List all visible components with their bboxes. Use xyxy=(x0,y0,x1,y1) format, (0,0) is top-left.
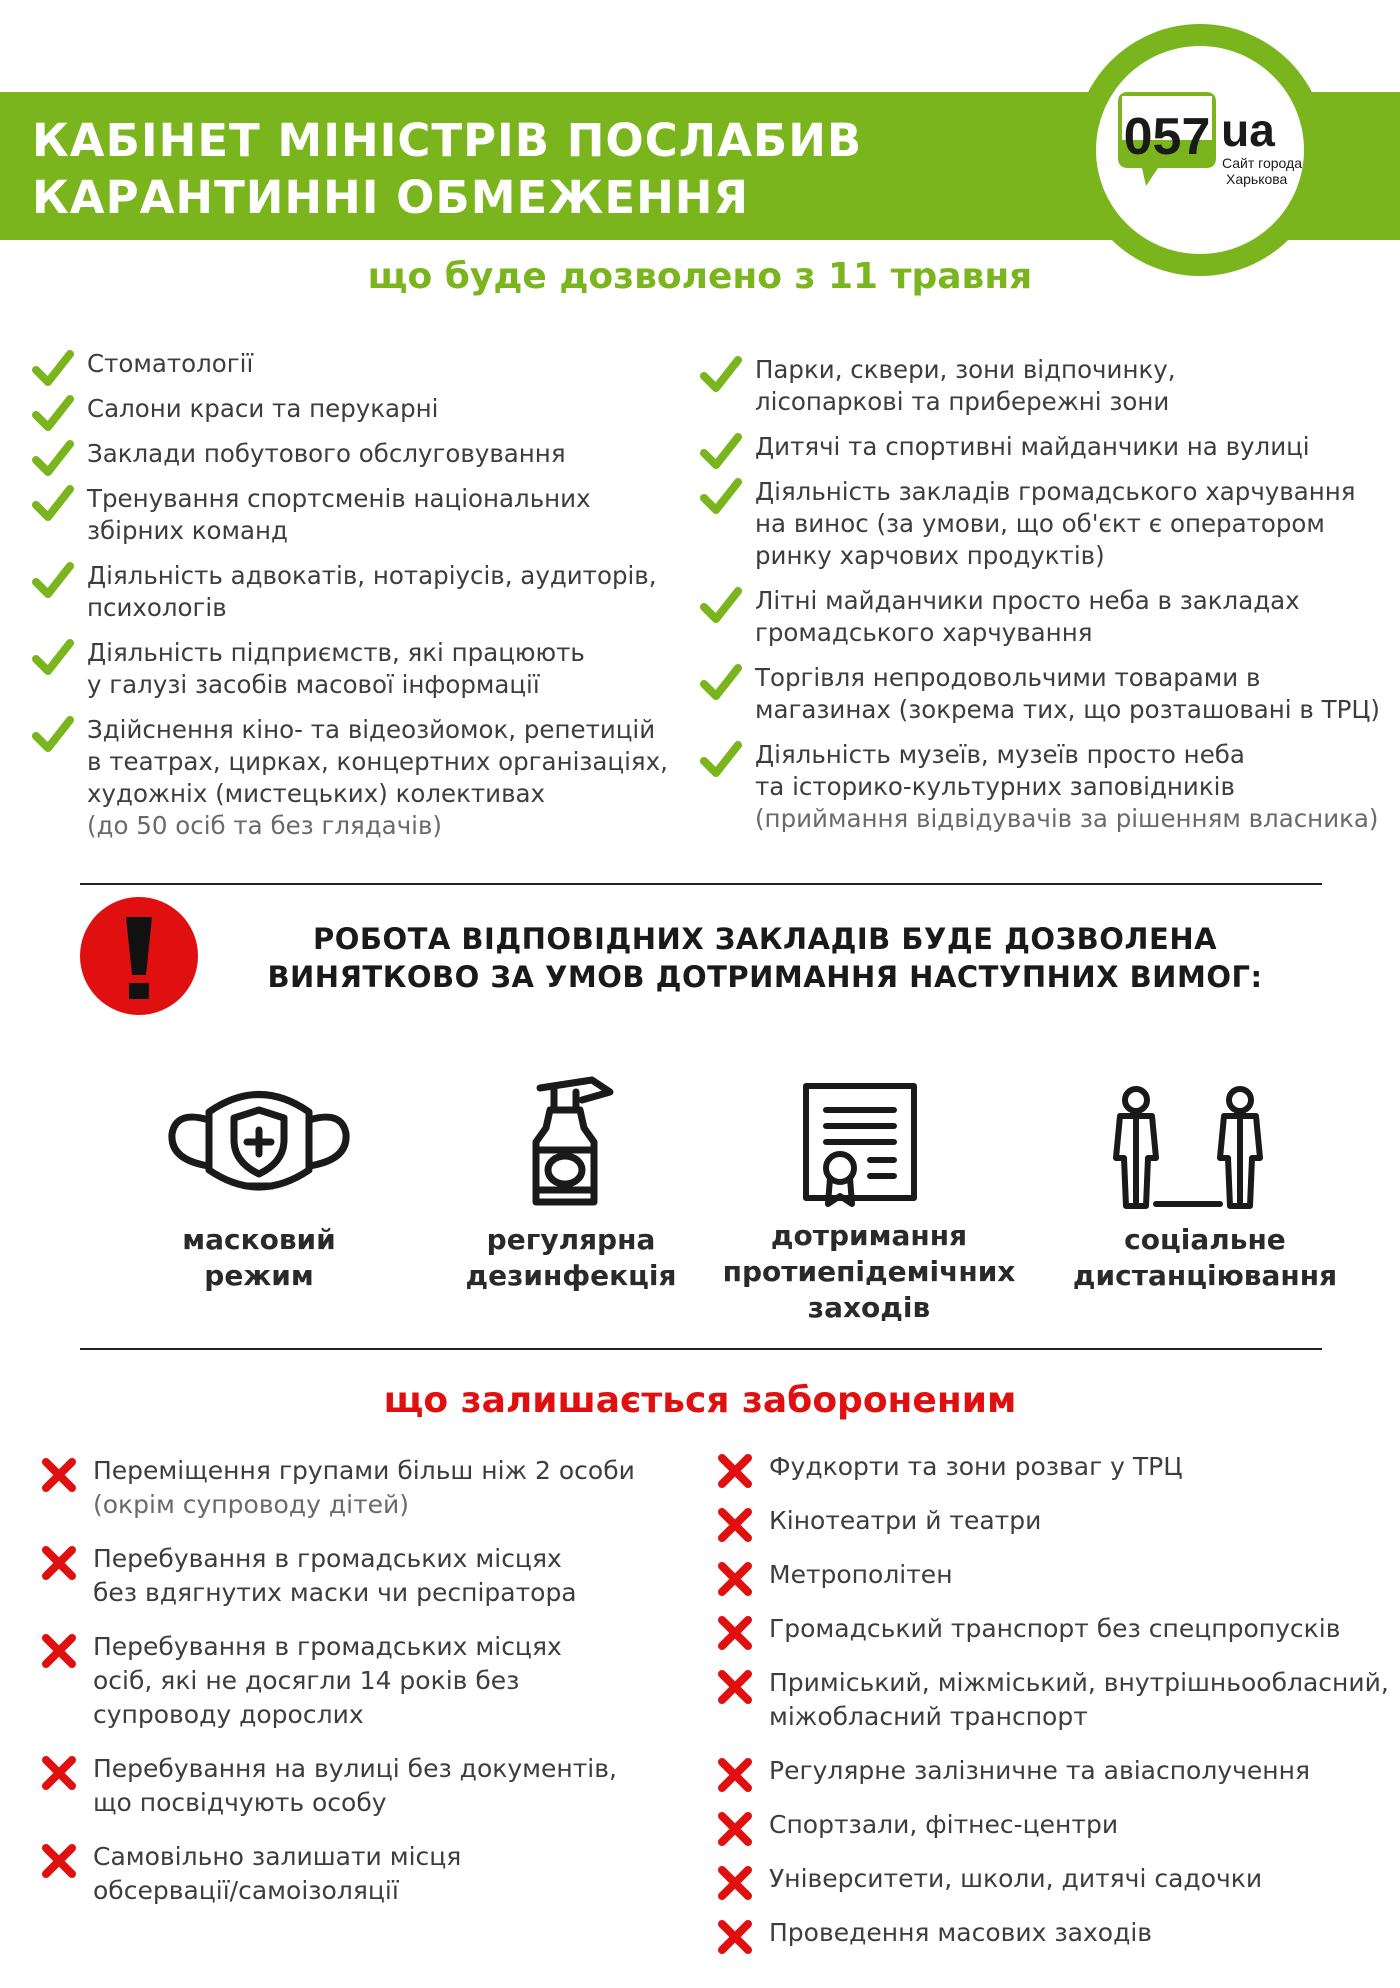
item-text: Заклади побутового обслуговування xyxy=(87,439,566,468)
requirement-label-line: регулярна xyxy=(486,1223,656,1256)
item-text: у галузі засобів масової інформації xyxy=(87,670,540,699)
item-text: громадського харчування xyxy=(755,618,1093,647)
allowed-item xyxy=(32,714,672,842)
cross-icon xyxy=(714,1668,756,1706)
cross-icon xyxy=(714,1614,756,1652)
banned-list-right xyxy=(714,1450,1394,1970)
banned-item xyxy=(714,1862,1394,1896)
cross-icon xyxy=(714,1506,756,1544)
banned-item xyxy=(714,1666,1394,1734)
divider-top xyxy=(80,883,1322,885)
banned-item xyxy=(38,1630,678,1732)
item-text: Перебування в громадських місцях xyxy=(93,1632,562,1661)
item-text: що посвідчують особу xyxy=(93,1788,387,1817)
divider-bottom xyxy=(80,1348,1322,1350)
item-text: збірних команд xyxy=(87,516,288,545)
item-text: в театрах, цирках, концертних організаціях, xyxy=(87,747,668,776)
item-text: Перебування в громадських місцях xyxy=(93,1544,562,1573)
item-text: Літні майданчики просто неба в закладах xyxy=(755,586,1300,615)
item-text: Діяльність адвокатів, нотаріусів, аудиторів, xyxy=(87,561,657,590)
banned-list-left xyxy=(38,1454,678,1928)
item-text: осіб, які не досягли 14 років без xyxy=(93,1666,520,1695)
warning-line-1: РОБОТА ВІДПОВІДНИХ ЗАКЛАДІВ БУДЕ ДОЗВОЛЕНА xyxy=(312,922,1218,956)
check-icon xyxy=(32,485,74,523)
requirement-label-line: заходів xyxy=(807,1291,931,1324)
cross-icon xyxy=(714,1452,756,1490)
banned-item xyxy=(38,1752,678,1820)
item-text: Регулярне залізничне та авіасполучення xyxy=(769,1756,1311,1785)
banned-item xyxy=(38,1454,678,1522)
allowed-item xyxy=(700,354,1380,418)
item-text: Торгівля непродовольчими товарами в xyxy=(755,663,1261,692)
requirement-label xyxy=(1040,1222,1370,1294)
item-text: Проведення масових заходів xyxy=(769,1918,1153,1947)
item-text: Салони краси та перукарні xyxy=(87,394,439,423)
title-line-1: КАБІНЕТ МІНІСТРІВ ПОСЛАБИВ xyxy=(32,114,863,167)
banned-item xyxy=(714,1504,1394,1538)
allowed-item xyxy=(700,431,1380,463)
item-text: Переміщення групами більш ніж 2 особи xyxy=(93,1456,635,1485)
cross-icon xyxy=(714,1756,756,1794)
check-icon xyxy=(32,562,74,600)
warning-line-2: ВИНЯТКОВО ЗА УМОВ ДОТРИМАННЯ НАСТУПНИХ ВИМОГ: xyxy=(267,960,1263,994)
distancing-icon xyxy=(1108,1086,1268,1216)
item-text: магазинах (зокрема тих, що розташовані в ТРЦ) xyxy=(755,695,1380,724)
cross-icon xyxy=(38,1456,80,1494)
allowed-item xyxy=(32,348,672,380)
item-text: Кінотеатри й театри xyxy=(769,1506,1042,1535)
page-title xyxy=(32,112,1072,226)
requirement-label-line: дотримання xyxy=(770,1219,968,1252)
certificate-icon xyxy=(800,1080,920,1210)
warning-text xyxy=(250,920,1280,996)
item-text: обсервації/самоізоляції xyxy=(93,1876,399,1905)
item-text: Самовільно залишати місця xyxy=(93,1842,462,1871)
site-logo xyxy=(1096,46,1304,254)
spray-bottle-icon xyxy=(522,1070,622,1210)
cross-icon xyxy=(38,1544,80,1582)
item-text: ринку харчових продуктів) xyxy=(755,541,1105,570)
mask-icon xyxy=(164,1082,354,1202)
item-text: Громадський транспорт без спецпропусків xyxy=(769,1614,1341,1643)
allowed-item xyxy=(700,662,1380,726)
cross-icon xyxy=(714,1864,756,1902)
check-icon xyxy=(700,664,742,702)
banned-item xyxy=(714,1450,1394,1484)
check-icon xyxy=(700,478,742,516)
check-icon xyxy=(700,587,742,625)
item-text: Приміський, міжміський, внутрішньообласний, xyxy=(769,1668,1389,1697)
item-text: психологів xyxy=(87,593,227,622)
allowed-item xyxy=(700,739,1380,835)
item-note: (окрім супроводу дітей) xyxy=(93,1490,410,1519)
item-text: міжобласний транспорт xyxy=(769,1702,1088,1731)
allowed-item xyxy=(700,585,1380,649)
item-note: (приймання відвідувачів за рішенням власника) xyxy=(755,804,1379,833)
requirement-label-line: соціальне xyxy=(1124,1223,1286,1256)
check-icon xyxy=(32,639,74,677)
item-text: супроводу дорослих xyxy=(93,1700,364,1729)
allowed-heading: що буде дозволено з 11 травня xyxy=(367,256,1033,297)
allowed-item xyxy=(32,483,672,547)
check-icon xyxy=(700,433,742,471)
item-text: Тренування спортсменів національних xyxy=(87,484,591,513)
banned-item xyxy=(714,1808,1394,1842)
item-text: Спортзали, фітнес-центри xyxy=(769,1810,1119,1839)
cross-icon xyxy=(38,1842,80,1880)
requirement-label xyxy=(406,1222,736,1294)
item-text: Діяльність закладів громадського харчування xyxy=(755,477,1356,506)
check-icon xyxy=(700,356,742,394)
allowed-item xyxy=(32,560,672,624)
allowed-item xyxy=(32,637,672,701)
requirement-label xyxy=(94,1222,424,1294)
item-text: художніх (мистецьких) колективах xyxy=(87,779,546,808)
banned-item xyxy=(714,1558,1394,1592)
item-text: Діяльність підприємств, які працюють xyxy=(87,638,585,667)
item-text: Здійснення кіно- та відеозйомок, репетицій xyxy=(87,715,656,744)
banned-item xyxy=(714,1754,1394,1788)
exclamation-icon xyxy=(80,897,198,1015)
title-line-2: КАРАНТИННІ ОБМЕЖЕННЯ xyxy=(32,171,750,224)
item-text: Діяльність музеїв, музеїв просто неба xyxy=(755,740,1245,769)
banned-item xyxy=(714,1612,1394,1646)
cross-icon xyxy=(714,1560,756,1598)
item-text: Університети, школи, дитячі садочки xyxy=(769,1864,1263,1893)
banned-item xyxy=(38,1840,678,1908)
cross-icon xyxy=(38,1632,80,1670)
check-icon xyxy=(32,440,74,478)
item-text: лісопаркові та прибережні зони xyxy=(755,387,1170,416)
banned-item xyxy=(714,1916,1394,1950)
check-icon xyxy=(32,395,74,433)
cross-icon xyxy=(714,1918,756,1956)
cross-icon xyxy=(38,1754,80,1792)
allowed-list-left xyxy=(32,348,672,855)
logo-tagline-2: Харькова xyxy=(1226,171,1288,187)
logo-number: 057 xyxy=(1123,108,1211,166)
allowed-list-right xyxy=(700,354,1380,848)
check-icon xyxy=(700,741,742,779)
cross-icon xyxy=(714,1810,756,1848)
item-text: Фудкорти та зони розваг у ТРЦ xyxy=(769,1452,1183,1481)
item-text: Дитячі та спортивні майданчики на вулиці xyxy=(755,432,1310,461)
banned-item xyxy=(38,1542,678,1610)
allowed-item xyxy=(32,438,672,470)
allowed-item xyxy=(700,476,1380,572)
item-text: Метрополітен xyxy=(769,1560,953,1589)
check-icon xyxy=(32,716,74,754)
banned-heading: що залишається забороненим xyxy=(383,1380,1017,1421)
requirement-label xyxy=(704,1218,1034,1326)
requirement-label-line: протиепідемічних xyxy=(722,1255,1016,1288)
requirement-label-line: масковий xyxy=(182,1223,336,1256)
logo-suffix: ua xyxy=(1221,104,1275,156)
item-text: Перебування на вулиці без документів, xyxy=(93,1754,617,1783)
logo-tagline-1: Сайт города xyxy=(1222,155,1302,171)
requirement-label-line: дистанціювання xyxy=(1072,1259,1338,1292)
item-text: Стоматології xyxy=(87,349,254,378)
item-note: (до 50 осіб та без глядачів) xyxy=(87,811,442,840)
item-text: Парки, сквери, зони відпочинку, xyxy=(755,355,1176,384)
item-text: без вдягнутих маски чи респіратора xyxy=(93,1578,577,1607)
requirement-label-line: режим xyxy=(204,1259,314,1292)
item-text: та історико-культурних заповідників xyxy=(755,772,1235,801)
check-icon xyxy=(32,350,74,388)
requirement-label-line: дезинфекція xyxy=(465,1259,677,1292)
item-text: на винос (за умови, що об'єкт є оператором xyxy=(755,509,1325,538)
allowed-item xyxy=(32,393,672,425)
